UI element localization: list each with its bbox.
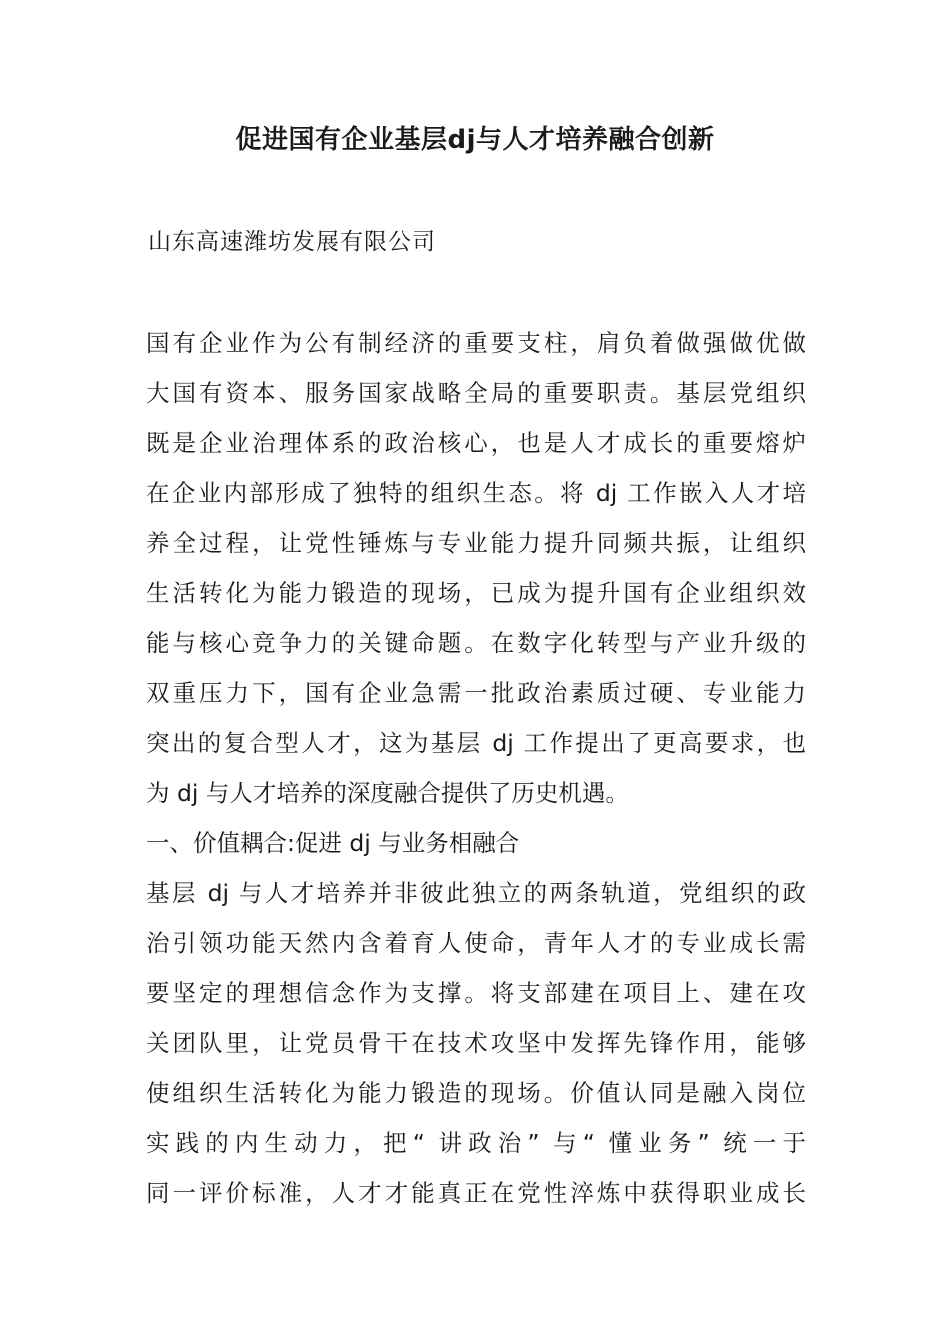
body-line: 能与核心竞争力的关键命题。在数字化转型与产业升级的 xyxy=(146,629,806,657)
section-heading: 一、价值耦合:促进 dj 与业务相融合 xyxy=(146,829,520,857)
body-line: 使组织生活转化为能力锻造的现场。价值认同是融入岗位 xyxy=(146,1079,806,1107)
body-line: 实践的内生动力，把“ 讲政治” 与“ 懂业务” 统一于 xyxy=(146,1129,806,1157)
body-line: 国有企业作为公有制经济的重要支柱，肩负着做强做优做 xyxy=(146,329,806,357)
body-line: 大国有资本、服务国家战略全局的重要职责。基层党组织 xyxy=(146,379,806,407)
body-line: 养全过程，让党性锤炼与专业能力提升同频共振，让组织 xyxy=(146,529,806,557)
document-title: 促进国有企业基层dj与人才培养融合创新 xyxy=(235,125,715,155)
document-body xyxy=(146,318,806,1218)
body-line: 关团队里，让党员骨干在技术攻坚中发挥先锋作用，能够 xyxy=(146,1029,806,1057)
body-line: 既是企业治理体系的政治核心，也是人才成长的重要熔炉 xyxy=(146,429,806,457)
body-line: 要坚定的理想信念作为支撑。将支部建在项目上、建在攻 xyxy=(146,979,806,1007)
body-line: 生活转化为能力锻造的现场，已成为提升国有企业组织效 xyxy=(146,579,806,607)
body-line: 治引领功能天然内含着育人使命，青年人才的专业成长需 xyxy=(146,929,806,957)
body-line: 基层 dj 与人才培养并非彼此独立的两条轨道，党组织的政 xyxy=(146,879,806,907)
body-line: 突出的复合型人才，这为基层 dj 工作提出了更高要求，也 xyxy=(146,729,806,757)
body-line: 为 dj 与人才培养的深度融合提供了历史机遇。 xyxy=(146,779,629,807)
author-organization: 山东高速潍坊发展有限公司 xyxy=(148,229,436,255)
body-line: 双重压力下，国有企业急需一批政治素质过硬、专业能力 xyxy=(146,679,806,707)
body-line: 在企业内部形成了独特的组织生态。将 dj 工作嵌入人才培 xyxy=(146,479,806,507)
body-line: 同一评价标准，人才才能真正在党性淬炼中获得职业成长 xyxy=(146,1179,806,1207)
